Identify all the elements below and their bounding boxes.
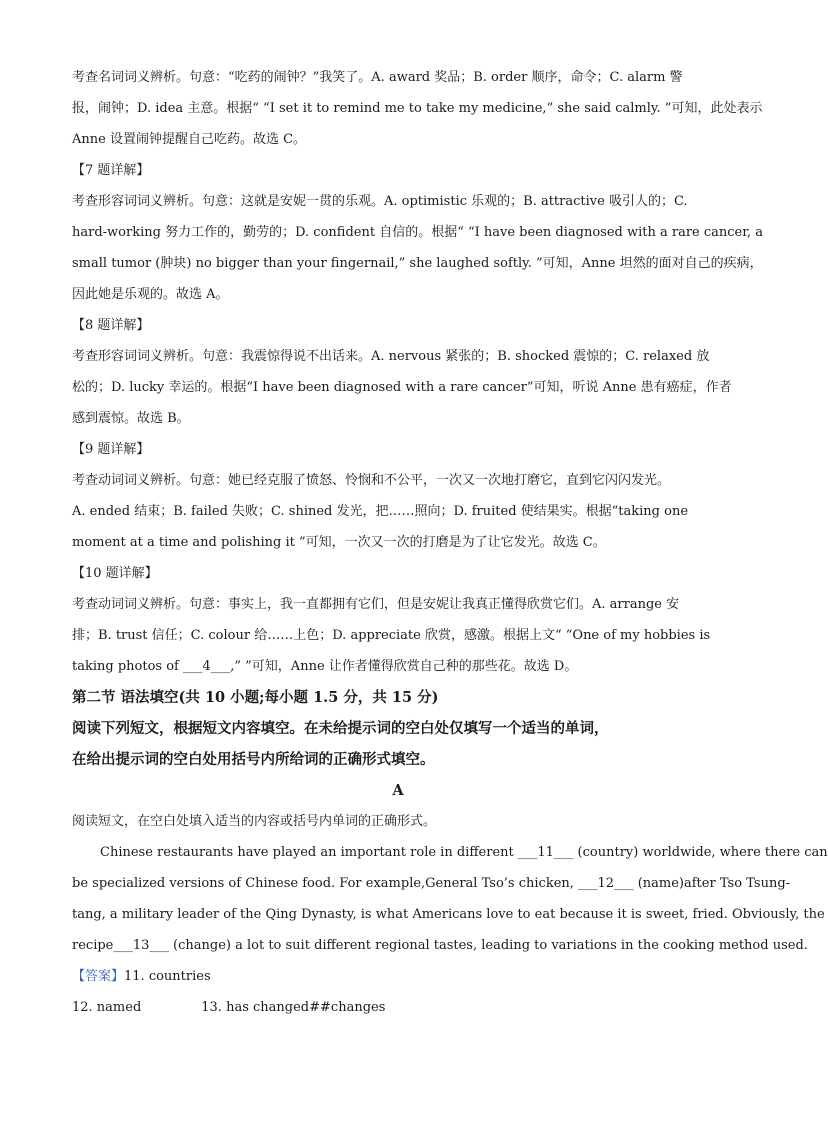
answer-label: 【答案】 bbox=[72, 969, 125, 984]
text-line: 考查形容词词义辨析。句意：我震惊得说不出话来。A. nervous 紧张的；B. shocked 震惊的；C. relaxed 放 bbox=[72, 349, 710, 364]
text-line: taking photos of ___4___,” ”可知，Anne 让作者懂得欣赏自己种的那些花。故选 D。 bbox=[72, 659, 578, 674]
text-line: 松的；D. lucky 幸运的。根据“I have been diagnosed with a rare cancer”可知，听说 Anne 患有癌症，作者 bbox=[72, 380, 732, 395]
answer-line-2 bbox=[72, 992, 724, 1023]
q9-heading: 【9 题详解】 bbox=[72, 442, 150, 457]
answer-13: 13. has changed##changes bbox=[201, 1000, 386, 1015]
text-line: 排；B. trust 信任；C. colour 给……上色；D. appreciate 欣赏，感激。根据上文“ “One of my hobbies is bbox=[72, 628, 711, 643]
q10-explanation bbox=[72, 558, 724, 682]
section-instruction: 在给出提示词的空白处用括号内所给词的正确形式填空。 bbox=[72, 751, 435, 768]
text-line: 报，闹钟；D. idea 主意。根据“ “I set it to remind me to take my medicine,” she said calmly. ”可知，此处表示 bbox=[72, 101, 763, 116]
q8-explanation bbox=[72, 310, 732, 434]
text-line: A. ended 结束；B. failed 失败；C. shined 发光，把……照向；D. fruited 使结果实。根据“taking one bbox=[72, 504, 689, 519]
answer-11: 11. countries bbox=[124, 969, 211, 984]
q6-explanation bbox=[72, 62, 763, 155]
q10-heading: 【10 题详解】 bbox=[72, 566, 158, 581]
document-page bbox=[72, 62, 828, 1023]
text-line: 考查形容词词义辨析。句意：这就是安妮一贯的乐观。A. optimistic 乐观的；B. attractive 吸引人的；C. bbox=[72, 194, 688, 209]
section-title: 第二节 语法填空(共 10 小题;每小题 1.5 分，共 15 分) bbox=[72, 689, 439, 706]
sub-instruction: 阅读短文，在空白处填入适当的内容或括号内单词的正确形式。 bbox=[72, 814, 437, 829]
answer-block bbox=[72, 961, 724, 1023]
section-two bbox=[72, 682, 724, 837]
passage bbox=[72, 837, 828, 961]
part-label: A bbox=[392, 782, 404, 799]
section-instruction: 阅读下列短文，根据短文内容填空。在未给提示词的空白处仅填写一个适当的单词， bbox=[72, 720, 609, 737]
text-line: 因此她是乐观的。故选 A。 bbox=[72, 287, 229, 302]
answer-line-1 bbox=[72, 961, 724, 992]
text-line: 考查名词词义辨析。句意：“吃药的闹钟？”我笑了。A. award 奖品；B. order 顺序，命令；C. alarm 警 bbox=[72, 70, 683, 85]
text-line: moment at a time and polishing it ”可知，一次又一次的打磨是为了让它发光。故选 C。 bbox=[72, 535, 606, 550]
q7-explanation bbox=[72, 155, 764, 310]
passage-line: recipe___13___ (change) a lot to suit different regional tastes, leading to variations in the cooking method used. bbox=[72, 938, 808, 953]
text-line: small tumor (肿块) no bigger than your fingernail,” she laughed softly. ”可知，Anne 坦然的面对自己的疾病， bbox=[72, 256, 763, 271]
passage-line: Chinese restaurants have played an important role in different ___11___ (country) worldwide, where there can bbox=[100, 845, 828, 860]
passage-line: tang, a military leader of the Qing Dynasty, is what Americans love to eat because it is sweet, fried. Obviously, the bbox=[72, 907, 825, 922]
text-line: hard-working 努力工作的，勤劳的；D. confident 自信的。根据“ “I have been diagnosed with a rare cancer, a bbox=[72, 225, 764, 240]
q9-explanation bbox=[72, 434, 724, 558]
q7-heading: 【7 题详解】 bbox=[72, 163, 150, 178]
answer-12: 12. named bbox=[72, 1000, 142, 1015]
text-line: 考查动词词义辨析。句意：事实上，我一直都拥有它们，但是安妮让我真正懂得欣赏它们。A. arrange 安 bbox=[72, 597, 680, 612]
text-line: Anne 设置闹钟提醒自己吃药。故选 C。 bbox=[72, 132, 307, 147]
passage-line: be specialized versions of Chinese food. For example,General Tso’s chicken, ___12___ (name)after Tso Tsung- bbox=[72, 876, 791, 891]
q8-heading: 【8 题详解】 bbox=[72, 318, 150, 333]
text-line: 考查动词词义辨析。句意：她已经克服了愤怒、怜悯和不公平，一次又一次地打磨它，直到它闪闪发光。 bbox=[72, 473, 671, 488]
text-line: 感到震惊。故选 B。 bbox=[72, 411, 190, 426]
